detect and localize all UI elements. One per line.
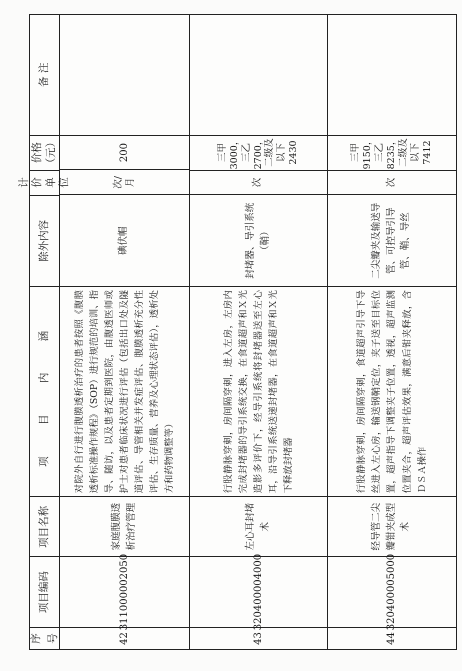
row-name: 左心耳封堵术: [190, 496, 327, 556]
table-header-row: [18, 15, 70, 649]
row-price: 三甲3000，三乙2700，二级及以下2430: [190, 135, 327, 170]
row-code: 320400004000: [190, 556, 327, 627]
table-row: [60, 15, 190, 649]
fee-table: [18, 14, 457, 650]
row-note: [190, 15, 327, 135]
header-excl: 除外内容: [30, 195, 59, 287]
row-seq: 44: [328, 627, 456, 649]
header-name: 项目名称: [30, 496, 59, 556]
table-row: [328, 15, 456, 649]
header-code: 项目编码: [30, 556, 59, 627]
table-row: [190, 15, 328, 649]
row-desc: 行股静脉穿刺，房间隔穿刺，食道超声引导下导丝进入左心房，输送钢鞘定位，夹子送至目标位置，超声指导下调整夹子位置，透视，超声监测位置夹合，超声评估效果，满意后钳夹释放，含ＤＳＡ操作: [328, 286, 456, 496]
row-excl: 二尖瓣夹及输送导管、可控导引导管、鞘、导丝: [328, 194, 456, 286]
header-seq: 序号: [30, 627, 59, 649]
row-name: 家庭腹膜透析治疗管理: [60, 496, 189, 556]
row-unit: 次: [190, 170, 327, 195]
header-price: 价格 （元）: [30, 135, 59, 170]
row-price: 三甲9150，三乙8235，二级及以下7412: [328, 135, 456, 170]
row-unit: 次: [328, 170, 456, 195]
header-desc: 项 目 内 涵: [30, 286, 59, 496]
row-code: 311000002050: [60, 556, 189, 627]
row-note: [328, 15, 456, 135]
row-seq: 43: [190, 627, 327, 649]
row-note: [60, 15, 189, 135]
row-desc: 对院外自行进行腹膜透析治疗的患者按照《腹膜透析标准操作规程》（SOP）进行规范的培训、指导、随访，以及患者定期到医院，由腹透医师或护士对患者临床状况进行评估（包括出口处及隧道评估、导管相关并发症评估、腹膜透析充分性评估、生存质量、营养及心理状态评估），透析处方和药物调整等）: [60, 286, 189, 496]
header-note: 备 注: [38, 62, 51, 87]
header-unit: 计价 单位: [30, 170, 59, 195]
row-unit: 次/月: [60, 169, 189, 194]
row-excl: 封堵器、导引系统（鞘）: [190, 194, 327, 286]
row-code: 320400005000: [328, 556, 456, 627]
row-name: 经导管二尖瓣钳夹成型术: [328, 496, 456, 556]
row-seq: 42: [60, 627, 189, 649]
row-desc: 行股静脉穿刺，房间隔穿刺，进入左房，左房内完成封堵器的导引系统交换，在食道超声和Ｘ光造影多评价下，经导引系统将封堵器送至左心耳，沿导引系统送递封堵器，在食道超声和Ｘ光下释放封堵器: [190, 286, 327, 496]
row-price: 200: [60, 135, 189, 170]
row-excl: 碘伏帽: [60, 194, 189, 286]
